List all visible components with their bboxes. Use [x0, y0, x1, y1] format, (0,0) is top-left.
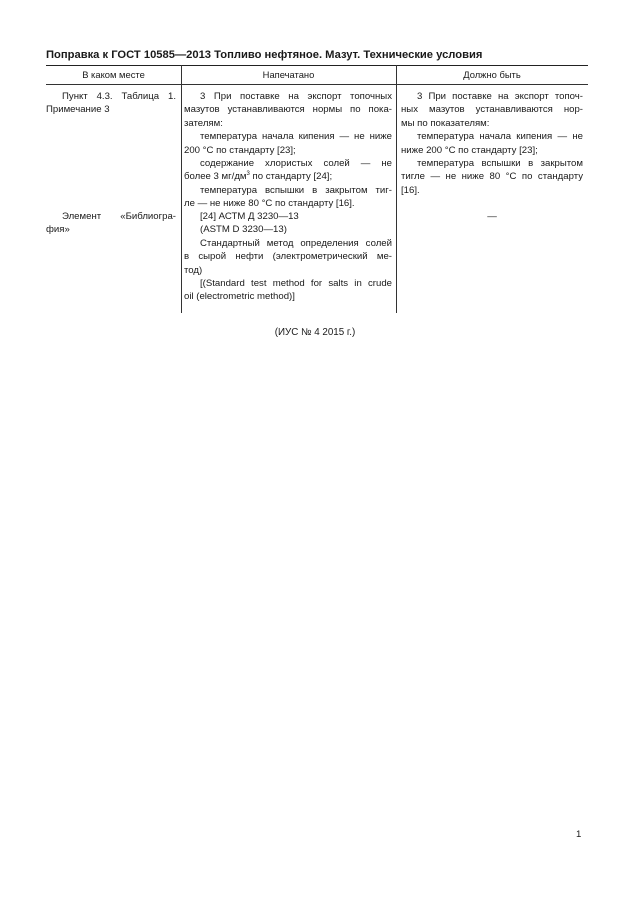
printed-line: [(Standard test method for salts in crude: [200, 277, 392, 289]
printed-line: в сырой нефти (электрометрический ме-: [184, 251, 392, 263]
printed-line: (ASTM D 3230—13): [200, 224, 287, 236]
row1-place: [46, 90, 176, 117]
printed-text: по стандарту [24];: [249, 171, 333, 183]
row2-printed: [184, 210, 392, 304]
printed-line: ле — не ниже 80 °С по стандарту [16].: [184, 198, 355, 210]
document-title: Поправка к ГОСТ 10585—2013 Топливо нефтяное. Мазут. Технические условия: [46, 49, 483, 61]
column-divider-2: [396, 65, 397, 313]
printed-line: 3 При поставке на экспорт топочных: [200, 91, 392, 102]
should-be-line: мы по показателям:: [401, 117, 490, 129]
row2-place-line: Элемент «Библиогра-: [62, 211, 176, 222]
printed-line: 200 °С по стандарту [23];: [184, 144, 296, 156]
row2-place: [46, 210, 176, 237]
should-be-line: ниже 200 °С по стандарту [23];: [401, 144, 538, 156]
row1-printed: [184, 90, 392, 211]
should-be-line: тигле — не ниже 80 °С по стандарту: [401, 171, 583, 183]
footer-ius-reference: (ИУС № 4 2015 г.): [274, 327, 356, 338]
printed-line: тод): [184, 264, 203, 276]
superscript-3: 3: [246, 171, 250, 178]
header-should-be: Должно быть: [463, 69, 521, 80]
header-printed: Напечатано: [262, 69, 315, 80]
row1-place-line: Пункт 4.3. Таблица 1.: [62, 91, 176, 102]
header-place: В каком месте: [82, 69, 145, 80]
row1-place-line: Примечание 3: [46, 104, 110, 116]
printed-line: температура начала кипения — не ниже: [200, 131, 392, 143]
row2-place-line: фия»: [46, 224, 70, 236]
printed-line: зателям:: [184, 117, 223, 129]
should-be-line: 3 При поставке на экспорт топоч-: [417, 91, 583, 102]
printed-line: oil (electrometric method)]: [184, 291, 295, 303]
printed-line: [184, 170, 392, 183]
printed-text: более 3 мг/дм: [184, 171, 247, 183]
printed-line: температура вспышки в закрытом тиг-: [200, 184, 392, 196]
should-be-line: [16].: [401, 184, 420, 196]
should-be-line: температура начала кипения — не: [417, 131, 583, 143]
printed-line: Стандартный метод определения солей: [200, 237, 392, 249]
column-divider-1: [181, 65, 182, 313]
should-be-line: ных мазутов устанавливаются нор-: [401, 104, 583, 116]
page-number: 1: [576, 829, 582, 840]
table-header-rule: [46, 84, 588, 85]
row2-should-be: [401, 210, 583, 223]
should-be-line: температура вспышки в закрытом: [417, 157, 583, 169]
dash-placeholder: —: [487, 211, 497, 222]
table-top-rule: [46, 65, 588, 66]
printed-line: мазутов устанавливаются нормы по пока-: [184, 104, 392, 116]
row1-should-be: [401, 90, 583, 197]
printed-line: содержание хлористых солей — не: [200, 157, 392, 169]
printed-line: [24] АСТМ Д 3230—13: [200, 211, 299, 222]
